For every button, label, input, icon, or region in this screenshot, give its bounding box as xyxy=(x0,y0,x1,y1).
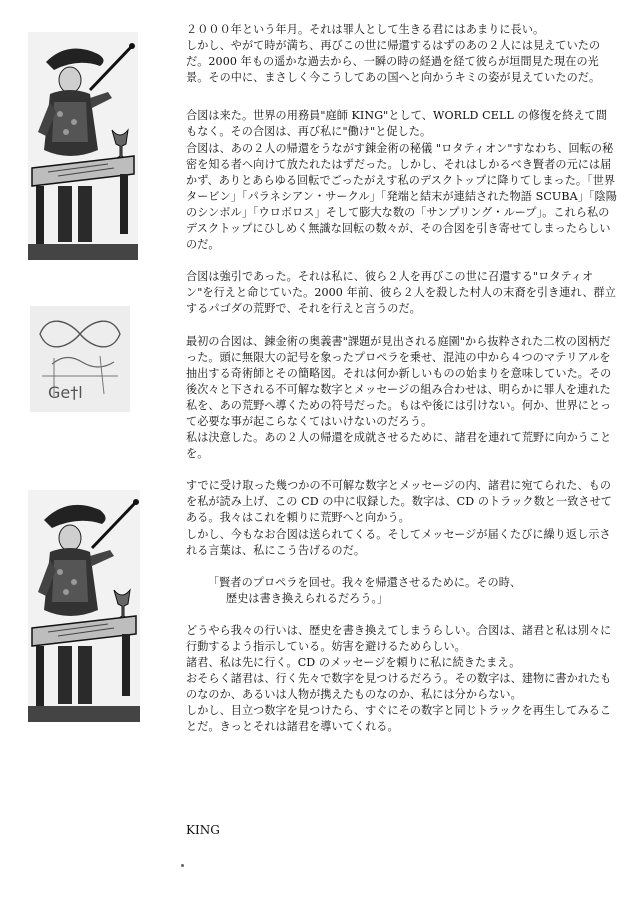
infinity-sketch-illustration xyxy=(30,306,130,412)
paragraph: 最初の合図は、錬金術の奥義書"課題が見出される庭園"から抜粋された二枚の図柄だった。頭に無限大の記号を象ったプロペラを乗せ、混沌の中から４つのマテリアルを抽出する奇術師とその簡略図。それは何か新しいものの始まりを意味していた。その後次々と下される不可解な数字とメッセージの組み合わせは、明らかに罪人を連れた私を、あの荒野へ導くための符号だった。もはや後には引けない。何か、世界にとって必要な事が起こらなくてはいけないのだろう。 xyxy=(186,334,612,428)
paragraph: 諸君、私は先に行く。CD のメッセージを頼りに私に続きたまえ。 xyxy=(186,656,521,670)
paragraph: 合図は来た。世界の用務員"庭師 KING"として、WORLD CELL の修復を終えて間もなく。その合図は、再び私に"働け"と促した。 xyxy=(186,109,608,139)
paragraph: どうやら我々の行いは、歴史を書き換えてしまうらしい。合図は、諸君と私は別々に行動するよう指示している。妨害を避けるためらしい。 xyxy=(186,623,612,653)
magician-illustration-top xyxy=(28,32,138,260)
magician-icon xyxy=(28,490,140,722)
paragraph: おそらく諸君は、行く先々で数字を見つけるだろう。その数字は、建物に書かれたものなのか、あるいは人物が携えたものなのか、私には分からない。 xyxy=(186,672,612,702)
signature: KING xyxy=(186,823,220,837)
body-text xyxy=(186,22,618,736)
quote-line: 歴史は書き換えられるだろう。」 xyxy=(226,591,389,605)
paragraph: しかし、今もなお合図は送られてくる。そしてメッセージが届くたびに繰り返し示される言葉は、私にこう告げるのだ。 xyxy=(186,527,611,557)
illustration-column xyxy=(0,0,180,901)
paragraph: ２０００年という年月。それは罪人として生きる君にはあまりに長い。 xyxy=(186,23,545,36)
infinity-propeller-icon xyxy=(30,306,130,412)
magician-illustration-bottom xyxy=(28,490,140,722)
paragraph: 合図は、あの２人の帰還をうながす錬金術の秘儀 "ロタティオン"すなわち、回転の秘密を知る者へ向けて放たれたはずだった。しかし、それはしかるべき賢者の元には届かず、ありとあらゆる回転でごったがえす私のデスクトップに降りてしまった。「世界タービン」「パラネシアン・サークル」「発端と結末が連結された物語 SCUBA」「陰陽のシンボル」「ウロボロス」そして膨大な数の「サンプリング・ループ」。これら私のデスクトップにひしめく無識な回転の数々が、その合図を引き寄せてしまったらしいのだ。 xyxy=(186,141,617,252)
paragraph: しかし、目立つ数字を見つけたら、すぐにその数字と同じトラックを再生してみることだ。きっとそれは諸君を導いてくれる。 xyxy=(186,704,612,734)
quote-line: 「賢者のプロペラを回せ。我々を帰還させるために。その時、 xyxy=(208,575,522,589)
paragraph: 私は決意した。あの２人の帰還を成就させるために、諸君を連れて荒野に向かうことを。 xyxy=(186,431,612,461)
speck xyxy=(181,864,184,867)
paragraph: しかし、やがて時が満ち、再びこの世に帰還するはずのあの２人には見えていたのだ。2000 年もの遥かな過去から、一瞬の時の経過を経て彼らが垣間見た現在の光景。その中に、まさしく今こうしてあの国へと向かうキミの姿が見えていたのだ。 xyxy=(186,39,601,85)
svg-text:Ge†l: Ge†l xyxy=(48,383,83,402)
magician-icon xyxy=(28,32,138,260)
paragraph: すでに受け取った幾つかの不可解な数字とメッセージの内、諸君に宛てられた、ものを私が読み上げ、この CD の中に収録した。数字は、CD のトラック数と一致させてある。我々はこれを頼りに荒野へと向かう。 xyxy=(186,479,612,525)
paragraph: 合図は強引であった。それは私に、彼ら２人を再びこの世に召還する"ロタティオン"を行えと命じていた。2000 年前、彼ら２人を殺した村人の末裔を引き連れ、群立するパゴダの荒野で、それを行えと言うのだ。 xyxy=(186,270,616,316)
